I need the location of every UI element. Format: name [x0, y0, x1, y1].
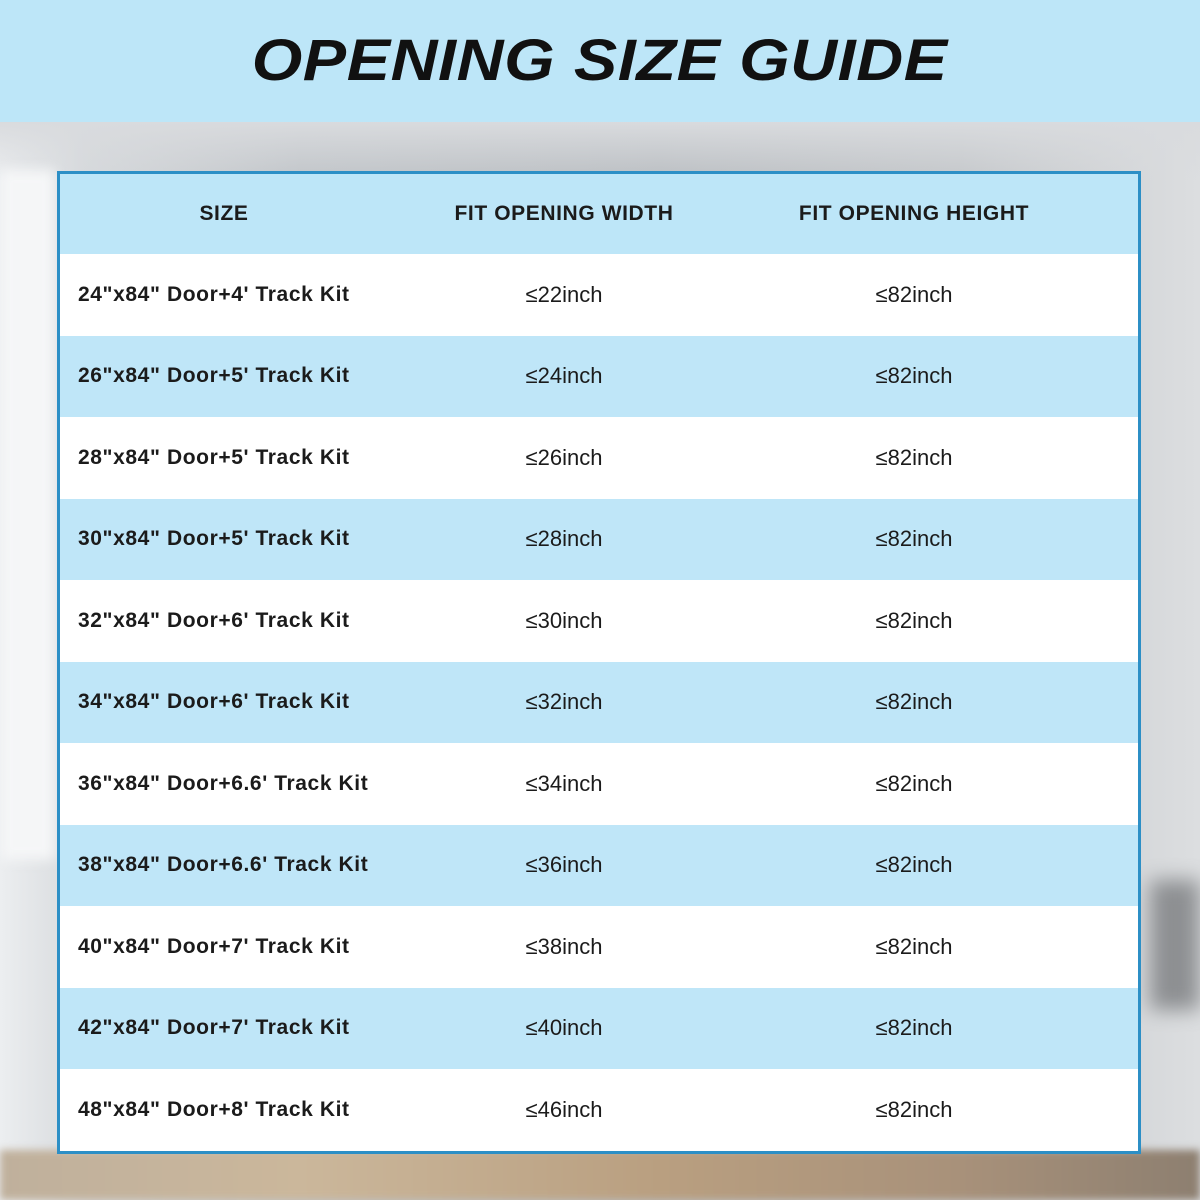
width-cell: ≤46inch [525, 1096, 603, 1122]
size-cell: 28"x84" Door+5' Track Kit [78, 445, 350, 469]
height-cell: ≤82inch [875, 770, 953, 796]
width-cell: ≤30inch [525, 607, 603, 633]
height-cell: ≤82inch [875, 1096, 953, 1122]
size-cell: 24"x84" Door+4' Track Kit [78, 282, 350, 306]
table-row [60, 580, 1138, 662]
table-row [60, 906, 1138, 988]
width-cell: ≤28inch [525, 526, 603, 552]
page-title: OPENING SIZE GUIDE [252, 27, 948, 93]
background-stool [1150, 880, 1200, 1010]
table-row [60, 825, 1138, 907]
table-row [60, 988, 1138, 1070]
table-row [60, 499, 1138, 581]
table-row [60, 1069, 1138, 1151]
height-cell: ≤82inch [875, 607, 953, 633]
title-banner [0, 0, 1200, 122]
table-row [60, 417, 1138, 499]
size-cell: 38"x84" Door+6.6' Track Kit [78, 853, 369, 877]
header-size: SIZE [199, 202, 249, 225]
size-cell: 48"x84" Door+8' Track Kit [78, 1097, 350, 1121]
height-cell: ≤82inch [875, 689, 953, 715]
width-cell: ≤34inch [525, 770, 603, 796]
width-cell: ≤38inch [525, 933, 603, 959]
width-cell: ≤26inch [525, 444, 603, 470]
width-cell: ≤24inch [525, 363, 603, 389]
height-cell: ≤82inch [875, 363, 953, 389]
size-guide-table [57, 171, 1141, 1154]
size-cell: 34"x84" Door+6' Track Kit [78, 690, 350, 714]
size-cell: 40"x84" Door+7' Track Kit [78, 934, 350, 958]
height-cell: ≤82inch [875, 933, 953, 959]
size-cell: 32"x84" Door+6' Track Kit [78, 608, 350, 632]
height-cell: ≤82inch [875, 281, 953, 307]
header-height: FIT OPENING HEIGHT [798, 202, 1030, 225]
size-cell: 26"x84" Door+5' Track Kit [78, 364, 350, 388]
width-cell: ≤40inch [525, 1015, 603, 1041]
height-cell: ≤82inch [875, 1015, 953, 1041]
table-row [60, 336, 1138, 418]
size-cell: 30"x84" Door+5' Track Kit [78, 527, 350, 551]
height-cell: ≤82inch [875, 526, 953, 552]
table-header-row [60, 174, 1138, 254]
background-window [0, 170, 55, 860]
table-row [60, 743, 1138, 825]
size-cell: 36"x84" Door+6.6' Track Kit [78, 771, 369, 795]
height-cell: ≤82inch [875, 444, 953, 470]
table-row [60, 254, 1138, 336]
header-width: FIT OPENING WIDTH [454, 202, 674, 225]
size-cell: 42"x84" Door+7' Track Kit [78, 1016, 350, 1040]
width-cell: ≤32inch [525, 689, 603, 715]
table-row [60, 662, 1138, 744]
width-cell: ≤36inch [525, 852, 603, 878]
background-floor [0, 1150, 1200, 1200]
height-cell: ≤82inch [875, 852, 953, 878]
width-cell: ≤22inch [525, 281, 603, 307]
